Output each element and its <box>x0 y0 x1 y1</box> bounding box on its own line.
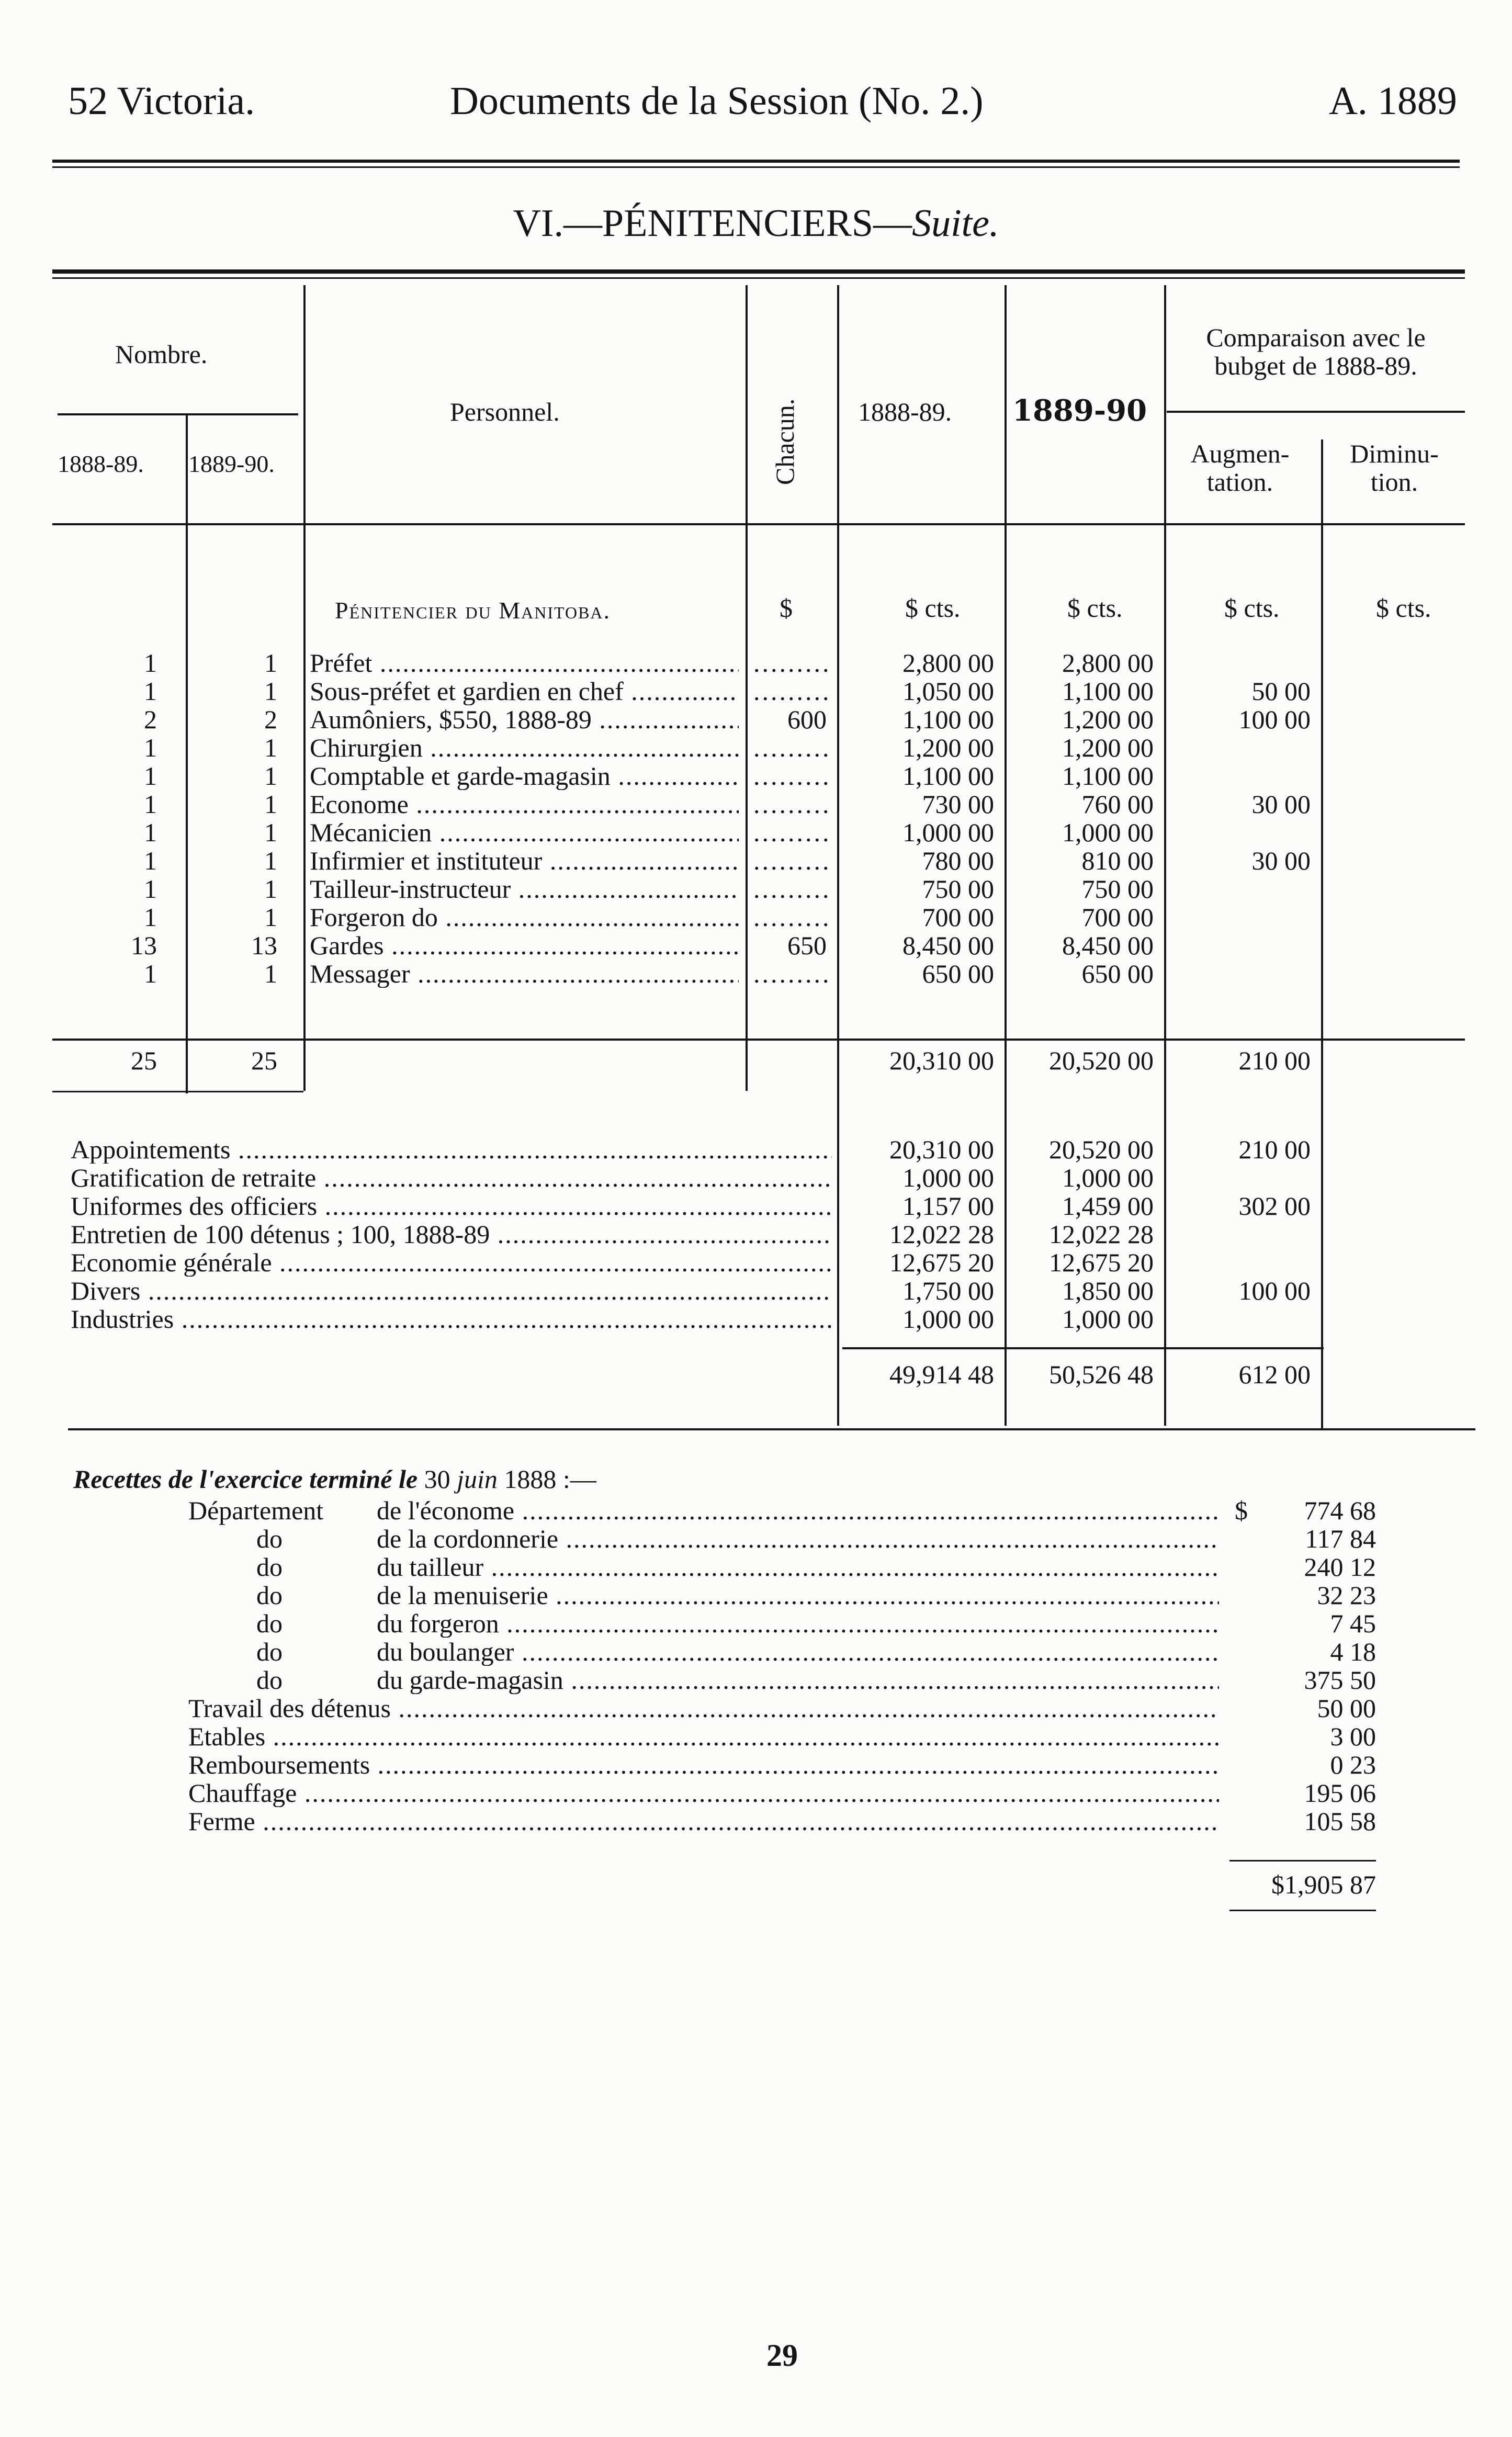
recette-prefix: do <box>256 1524 283 1553</box>
total-n1: 25 <box>131 1046 157 1075</box>
recette-amount: 375 50 <box>1304 1665 1376 1695</box>
col-year-1888: 1888-89. <box>58 450 144 477</box>
total-aug: 210 00 <box>1238 1046 1311 1075</box>
row-augmentation: 50 00 <box>1251 676 1311 706</box>
row-count-1888: 1 <box>144 761 157 791</box>
row-count-1889: 1 <box>264 789 277 819</box>
col-personnel: Personnel. <box>450 397 560 426</box>
row-value-1889: 1,200 00 <box>1062 733 1154 762</box>
recette-prefix: do <box>256 1552 283 1582</box>
header-rule-thin <box>52 166 1460 168</box>
row-value-1889: 750 00 <box>1081 874 1154 904</box>
col-comparaison-2: bubget de 1888-89. <box>1214 351 1417 380</box>
summary-value-1889: 1,459 00 <box>1062 1191 1154 1221</box>
section-title: Pénitencier du Manitoba. <box>335 597 611 624</box>
row-count-1889: 13 <box>251 931 277 960</box>
unit-chacun: $ <box>780 593 793 623</box>
row-chacun-leader <box>753 677 832 705</box>
header-bottom-rule <box>52 523 1465 525</box>
summary-total-aug: 612 00 <box>1238 1360 1311 1389</box>
recettes-title: Recettes de l'exercice terminé le 30 juin 1888 :— <box>73 1464 596 1494</box>
row-value-1889: 700 00 <box>1081 902 1154 932</box>
total-v2: 20,520 00 <box>1049 1046 1154 1075</box>
recette-prefix: Département <box>188 1496 324 1525</box>
recette-label: de la cordonnerie ..... <box>377 1525 1219 1553</box>
row-value-1888: 8,450 00 <box>902 931 994 960</box>
recettes-total-rule <box>1229 1860 1376 1861</box>
row-chacun-leader <box>753 903 832 931</box>
row-count-1888: 1 <box>144 676 157 706</box>
unit-dim: $ cts. <box>1376 593 1431 623</box>
summary-value-1889: 1,850 00 <box>1062 1276 1154 1305</box>
col-diminution-1: Diminu- <box>1350 439 1439 468</box>
summary-total-v1: 49,914 48 <box>889 1360 994 1389</box>
summary-value-1888: 1,000 00 <box>902 1304 994 1334</box>
row-label: Tailleur-instructeur ..... <box>310 875 739 903</box>
summary-value-1889: 12,022 28 <box>1049 1220 1154 1249</box>
row-value-1889: 810 00 <box>1081 846 1154 875</box>
page-number: 29 <box>766 2338 798 2373</box>
recette-label: du forgeron ..... <box>377 1609 1219 1638</box>
row-chacun-leader <box>753 818 832 847</box>
summary-value-1888: 20,310 00 <box>889 1135 994 1164</box>
row-chacun-leader <box>753 875 832 903</box>
summary-label: Appointements ..... <box>71 1135 832 1164</box>
summary-value-1888: 12,022 28 <box>889 1220 994 1249</box>
row-label: Aumôniers, $550, 1888-89 ..... <box>310 705 739 734</box>
recette-prefix: do <box>256 1581 283 1610</box>
recette-label: Etables ..... <box>188 1722 1219 1751</box>
summary-value-1889: 1,000 00 <box>1062 1163 1154 1192</box>
summary-bottom-rule <box>68 1428 1475 1430</box>
row-count-1888: 13 <box>131 931 157 960</box>
row-count-1889: 1 <box>264 676 277 706</box>
row-count-1888: 1 <box>144 959 157 988</box>
recette-dollar: $ <box>1235 1496 1248 1525</box>
table-top-rule-thin <box>52 277 1465 279</box>
row-label: Forgeron do ..... <box>310 903 739 931</box>
summary-label: Uniformes des officiers ..... <box>71 1192 832 1220</box>
row-value-1888: 1,100 00 <box>902 761 994 791</box>
row-label: Comptable et garde-magasin ..... <box>310 762 739 790</box>
row-count-1889: 2 <box>264 705 277 734</box>
summary-total-v2: 50,526 48 <box>1049 1360 1154 1389</box>
recette-label: du boulanger ..... <box>377 1638 1219 1666</box>
row-label: Mécanicien ..... <box>310 818 739 847</box>
header-right: A. 1889 <box>1329 79 1457 123</box>
comparaison-sub-rule <box>1167 411 1465 413</box>
summary-augmentation: 302 00 <box>1238 1191 1311 1221</box>
total-v1: 20,310 00 <box>889 1046 994 1075</box>
row-label: Infirmier et instituteur ..... <box>310 847 739 875</box>
total-n2: 25 <box>251 1046 277 1075</box>
recettes-total-underline <box>1229 1910 1376 1911</box>
col-1888-89: 1888-89. <box>858 397 952 426</box>
row-chacun: 650 <box>787 931 827 960</box>
row-count-1889: 1 <box>264 818 277 847</box>
recette-amount: 195 06 <box>1304 1778 1376 1808</box>
recette-label: du tailleur ..... <box>377 1553 1219 1581</box>
row-chacun: 600 <box>787 705 827 734</box>
col-1889-90: 1889-90 <box>1012 393 1147 428</box>
recette-label: de la menuiserie ..... <box>377 1581 1219 1609</box>
row-chacun-leader <box>753 649 832 677</box>
row-label: Messager ..... <box>310 960 739 988</box>
row-value-1888: 650 00 <box>922 959 994 988</box>
row-value-1888: 1,200 00 <box>902 733 994 762</box>
recette-label: Chauffage ..... <box>188 1779 1219 1807</box>
header-center: Documents de la Session (No. 2.) <box>450 79 984 123</box>
row-count-1889: 1 <box>264 761 277 791</box>
summary-value-1888: 12,675 20 <box>889 1248 994 1277</box>
row-count-1889: 1 <box>264 648 277 678</box>
row-value-1889: 2,800 00 <box>1062 648 1154 678</box>
col-divider <box>1321 439 1323 1428</box>
recette-amount: 7 45 <box>1330 1609 1376 1638</box>
recette-prefix: do <box>256 1665 283 1695</box>
summary-label: Divers ..... <box>71 1277 832 1305</box>
totals-top-rule <box>52 1039 1465 1041</box>
summary-augmentation: 100 00 <box>1238 1276 1311 1305</box>
summary-label: Industries ..... <box>71 1305 832 1333</box>
row-label: Sous-préfet et gardien en chef ..... <box>310 677 739 705</box>
summary-label: Economie générale ..... <box>71 1248 832 1277</box>
row-label: Econome ..... <box>310 790 739 818</box>
row-count-1888: 1 <box>144 733 157 762</box>
row-value-1888: 2,800 00 <box>902 648 994 678</box>
row-value-1888: 780 00 <box>922 846 994 875</box>
table-top-rule <box>52 269 1465 274</box>
totals-bottom-rule <box>52 1091 303 1092</box>
row-chacun-leader <box>753 847 832 875</box>
recette-label: Remboursements ..... <box>188 1751 1219 1779</box>
recette-label: Ferme ..... <box>188 1807 1219 1835</box>
summary-value-1888: 1,000 00 <box>902 1163 994 1192</box>
header-left: 52 Victoria. <box>68 79 255 123</box>
summary-value-1889: 1,000 00 <box>1062 1304 1154 1334</box>
row-label: Chirurgien ..... <box>310 734 739 762</box>
row-value-1889: 1,200 00 <box>1062 705 1154 734</box>
recette-label: du garde-magasin ..... <box>377 1666 1219 1694</box>
row-value-1889: 1,000 00 <box>1062 818 1154 847</box>
summary-augmentation: 210 00 <box>1238 1135 1311 1164</box>
col-divider <box>746 285 748 1091</box>
row-count-1888: 2 <box>144 705 157 734</box>
row-augmentation: 30 00 <box>1251 789 1311 819</box>
row-chacun-leader <box>753 960 832 988</box>
row-value-1889: 8,450 00 <box>1062 931 1154 960</box>
row-count-1889: 1 <box>264 959 277 988</box>
row-count-1889: 1 <box>264 846 277 875</box>
row-count-1888: 1 <box>144 818 157 847</box>
row-count-1889: 1 <box>264 902 277 932</box>
row-count-1888: 1 <box>144 789 157 819</box>
summary-value-1889: 20,520 00 <box>1049 1135 1154 1164</box>
recettes-total: $1,905 87 <box>1271 1870 1376 1899</box>
unit-1889: $ cts. <box>1067 593 1123 623</box>
recette-amount: 50 00 <box>1317 1694 1376 1723</box>
row-value-1889: 650 00 <box>1081 959 1154 988</box>
col-diminution-2: tion. <box>1370 467 1418 497</box>
col-augmentation-1: Augmen- <box>1190 439 1290 468</box>
col-comparaison-1: Comparaison avec le <box>1206 323 1426 352</box>
row-value-1889: 760 00 <box>1081 789 1154 819</box>
summary-label: Gratification de retraite ..... <box>71 1164 832 1192</box>
recette-amount: 32 23 <box>1317 1581 1376 1610</box>
unit-aug: $ cts. <box>1224 593 1280 623</box>
page-title: VI.—PÉNITENCIERS—Suite. <box>513 202 999 245</box>
row-count-1888: 1 <box>144 902 157 932</box>
row-count-1889: 1 <box>264 733 277 762</box>
recette-amount: 240 12 <box>1304 1552 1376 1582</box>
recette-label: de l'économe ..... <box>377 1496 1219 1525</box>
recette-amount: 105 58 <box>1304 1807 1376 1836</box>
summary-value-1889: 12,675 20 <box>1049 1248 1154 1277</box>
row-label: Gardes ..... <box>310 931 739 960</box>
summary-total-rule <box>842 1347 1324 1349</box>
row-value-1888: 1,000 00 <box>902 818 994 847</box>
row-chacun-leader <box>753 734 832 762</box>
row-label: Préfet ..... <box>310 649 739 677</box>
row-count-1888: 1 <box>144 648 157 678</box>
row-value-1888: 730 00 <box>922 789 994 819</box>
row-augmentation: 100 00 <box>1238 705 1311 734</box>
header-rule <box>52 160 1460 163</box>
summary-value-1888: 1,157 00 <box>902 1191 994 1221</box>
recette-amount: 4 18 <box>1330 1637 1376 1666</box>
recette-amount: 3 00 <box>1330 1722 1376 1751</box>
row-augmentation: 30 00 <box>1251 846 1311 875</box>
row-value-1888: 750 00 <box>922 874 994 904</box>
unit-1888: $ cts. <box>905 593 961 623</box>
row-chacun-leader <box>753 762 832 790</box>
col-nombre: Nombre. <box>115 340 208 369</box>
summary-value-1888: 1,750 00 <box>902 1276 994 1305</box>
row-value-1888: 700 00 <box>922 902 994 932</box>
row-count-1889: 1 <box>264 874 277 904</box>
recette-prefix: do <box>256 1637 283 1666</box>
row-value-1888: 1,100 00 <box>902 705 994 734</box>
col-divider <box>186 413 188 1093</box>
col-divider <box>303 285 306 1091</box>
col-augmentation-2: tation. <box>1206 467 1273 497</box>
recette-label: Travail des détenus ..... <box>188 1694 1219 1722</box>
row-count-1888: 1 <box>144 874 157 904</box>
col-chacun: Chacun. <box>770 398 799 485</box>
row-chacun-leader <box>753 790 832 818</box>
recette-amount: 117 84 <box>1305 1524 1376 1553</box>
recette-prefix: do <box>256 1609 283 1638</box>
row-value-1889: 1,100 00 <box>1062 761 1154 791</box>
recette-amount: 774 68 <box>1304 1496 1376 1525</box>
nombre-sub-rule <box>58 413 298 415</box>
recette-amount: 0 23 <box>1330 1750 1376 1779</box>
summary-label: Entretien de 100 détenus ; 100, 1888-89 ..... <box>71 1220 832 1248</box>
row-value-1888: 1,050 00 <box>902 676 994 706</box>
row-value-1889: 1,100 00 <box>1062 676 1154 706</box>
row-count-1888: 1 <box>144 846 157 875</box>
col-year-1889: 1889-90. <box>188 450 275 477</box>
